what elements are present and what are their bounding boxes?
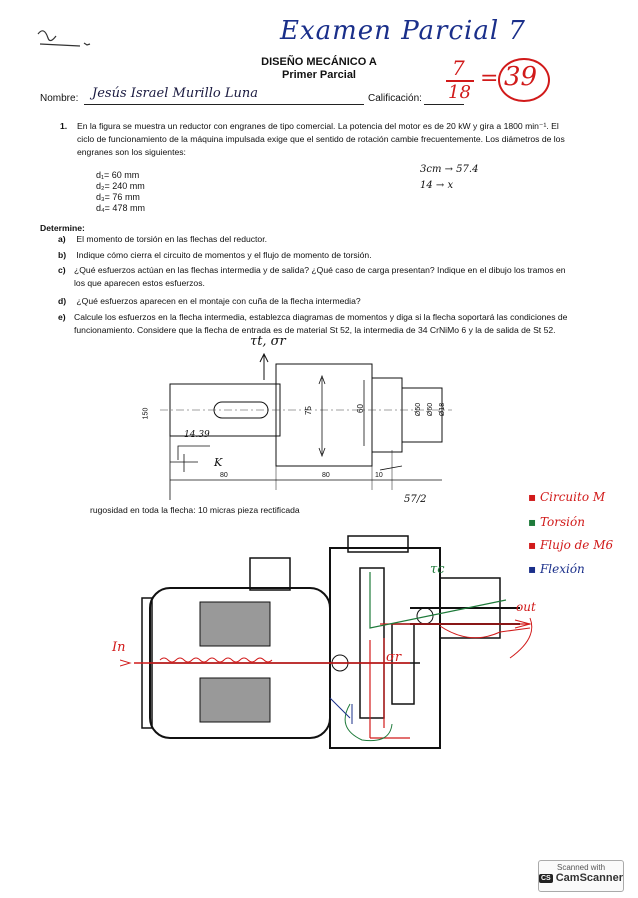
roughness-note: rugosidad en toda la flecha: 10 micras pieza rectificada — [90, 505, 300, 515]
camscanner-top: Scanned with — [556, 863, 606, 872]
exam-title: Primer Parcial — [282, 69, 356, 81]
question-letter: c) — [58, 265, 66, 275]
scribble-icon — [34, 22, 94, 50]
camscanner-logo-icon: CS — [541, 874, 551, 882]
legend-flexion: ▪ Flexión — [528, 562, 585, 576]
grade-equals: = — [480, 66, 499, 91]
grade-circled-value: 39 — [504, 62, 538, 92]
legend-torsion: ▪ Torsión — [528, 515, 585, 529]
question-letter: e) — [58, 312, 66, 322]
question-letter: d) — [58, 296, 67, 306]
dim-label-150: 150 — [142, 407, 150, 420]
dim-label-60: 60 — [355, 404, 365, 413]
question-text: Indique cómo cierra el circuito de momentos y el flujo de momento de torsión. — [76, 250, 372, 260]
dim-bottom-80-right: 80 — [322, 472, 330, 479]
dim-handwritten-left: 14.39 — [184, 430, 210, 440]
legend-circuito: ▪ Circuito M — [528, 490, 606, 504]
name-line — [84, 104, 364, 105]
camscanner-brand: CamScanner — [555, 872, 623, 884]
side-note-1: 3cm → 57.4 — [420, 164, 479, 175]
question-text: ¿Qué esfuerzos actúan en las flechas intermedia y de salida? ¿Qué caso de carga presentan? Indique en el dibujo los tramos en los que aparecen estos esfuerzos. — [74, 265, 566, 288]
problem-statement: En la figura se muestra un reductor con engranes de tipo comercial. La potencia del motor es de 20 kW y gira a 1800 min⁻¹. El ciclo de funcionamiento de la máquina impulsada exige que el sentido de rotación cambie frecuentemente. Los diámetros de los engranes son los siguientes: — [77, 121, 565, 157]
name-label: Nombre: — [40, 93, 79, 104]
question-e — [58, 311, 568, 337]
legend-circuito-label: Circuito M — [539, 490, 606, 504]
dim-handwritten-k: K — [214, 456, 223, 469]
out-label: out — [516, 600, 536, 614]
determine-label: Determine: — [40, 223, 85, 233]
in-label: In — [112, 640, 126, 655]
dim-label-o18: Ø18 — [439, 402, 447, 417]
problem-number: 1. — [60, 121, 68, 131]
question-letter: b) — [58, 250, 67, 260]
corner-scribble — [34, 22, 94, 50]
grade-label: Calificación: — [368, 93, 422, 104]
grade-fraction-top: 7 — [452, 56, 465, 80]
legend-flujo-label: Flujo de M6 — [539, 538, 614, 552]
dim-bottom-80-left: 80 — [220, 472, 228, 479]
question-text: Calcule los esfuerzos en la flecha intermedia, establezca diagramas de momentos y diga si la flecha soportará las condiciones de funcionamiento. Considere que la flecha de entrada es de material St 52, la intermedia de 34 CrNiMo 6 y la de salida de St 52. — [74, 312, 568, 335]
course-title: DISEÑO MECÁNICO A — [261, 56, 377, 68]
tau-c-label: τc — [430, 562, 445, 577]
question-a — [58, 233, 578, 246]
grade-fraction-bottom: 18 — [448, 82, 471, 103]
grade-line — [424, 104, 464, 105]
question-d — [58, 295, 578, 308]
legend-flujo: ▪ Flujo de M6 — [528, 538, 614, 552]
dim-label-o50: Ø50 — [415, 402, 423, 417]
camscanner-watermark — [538, 860, 624, 892]
shaft-torque-note: τt, σr — [250, 334, 286, 349]
dim-handwritten-right: 57/2 — [404, 494, 427, 505]
question-text: ¿Qué esfuerzos aparecen en el montaje con cuña de la flecha intermedia? — [76, 296, 361, 306]
question-text: El momento de torsión en las flechas del reductor. — [76, 234, 267, 244]
dim-label-o60: Ø60 — [427, 402, 435, 417]
diameter-d2: d₂= 240 mm — [96, 181, 145, 191]
legend-flexion-label: Flexión — [539, 562, 585, 576]
question-c — [58, 264, 568, 290]
diameter-d1: d₁= 60 mm — [96, 170, 140, 180]
diameter-list — [96, 170, 145, 214]
legend-torsion-label: Torsión — [539, 515, 585, 529]
reducer-drawing — [120, 528, 540, 768]
question-b — [58, 249, 578, 262]
diameter-d4: d₄= 478 mm — [96, 203, 145, 213]
student-name: Jesús Israel Murillo Luna — [92, 86, 258, 101]
side-note-2: 14 → x — [420, 180, 454, 191]
question-letter: a) — [58, 234, 66, 244]
diameter-d3: d₃= 76 mm — [96, 192, 140, 202]
dim-label-75: 75 — [303, 406, 313, 415]
dim-bottom-10: 10 — [375, 472, 383, 479]
sigma-r-label: σr — [386, 650, 402, 665]
handwritten-header: Examen Parcial 7 — [280, 16, 526, 46]
